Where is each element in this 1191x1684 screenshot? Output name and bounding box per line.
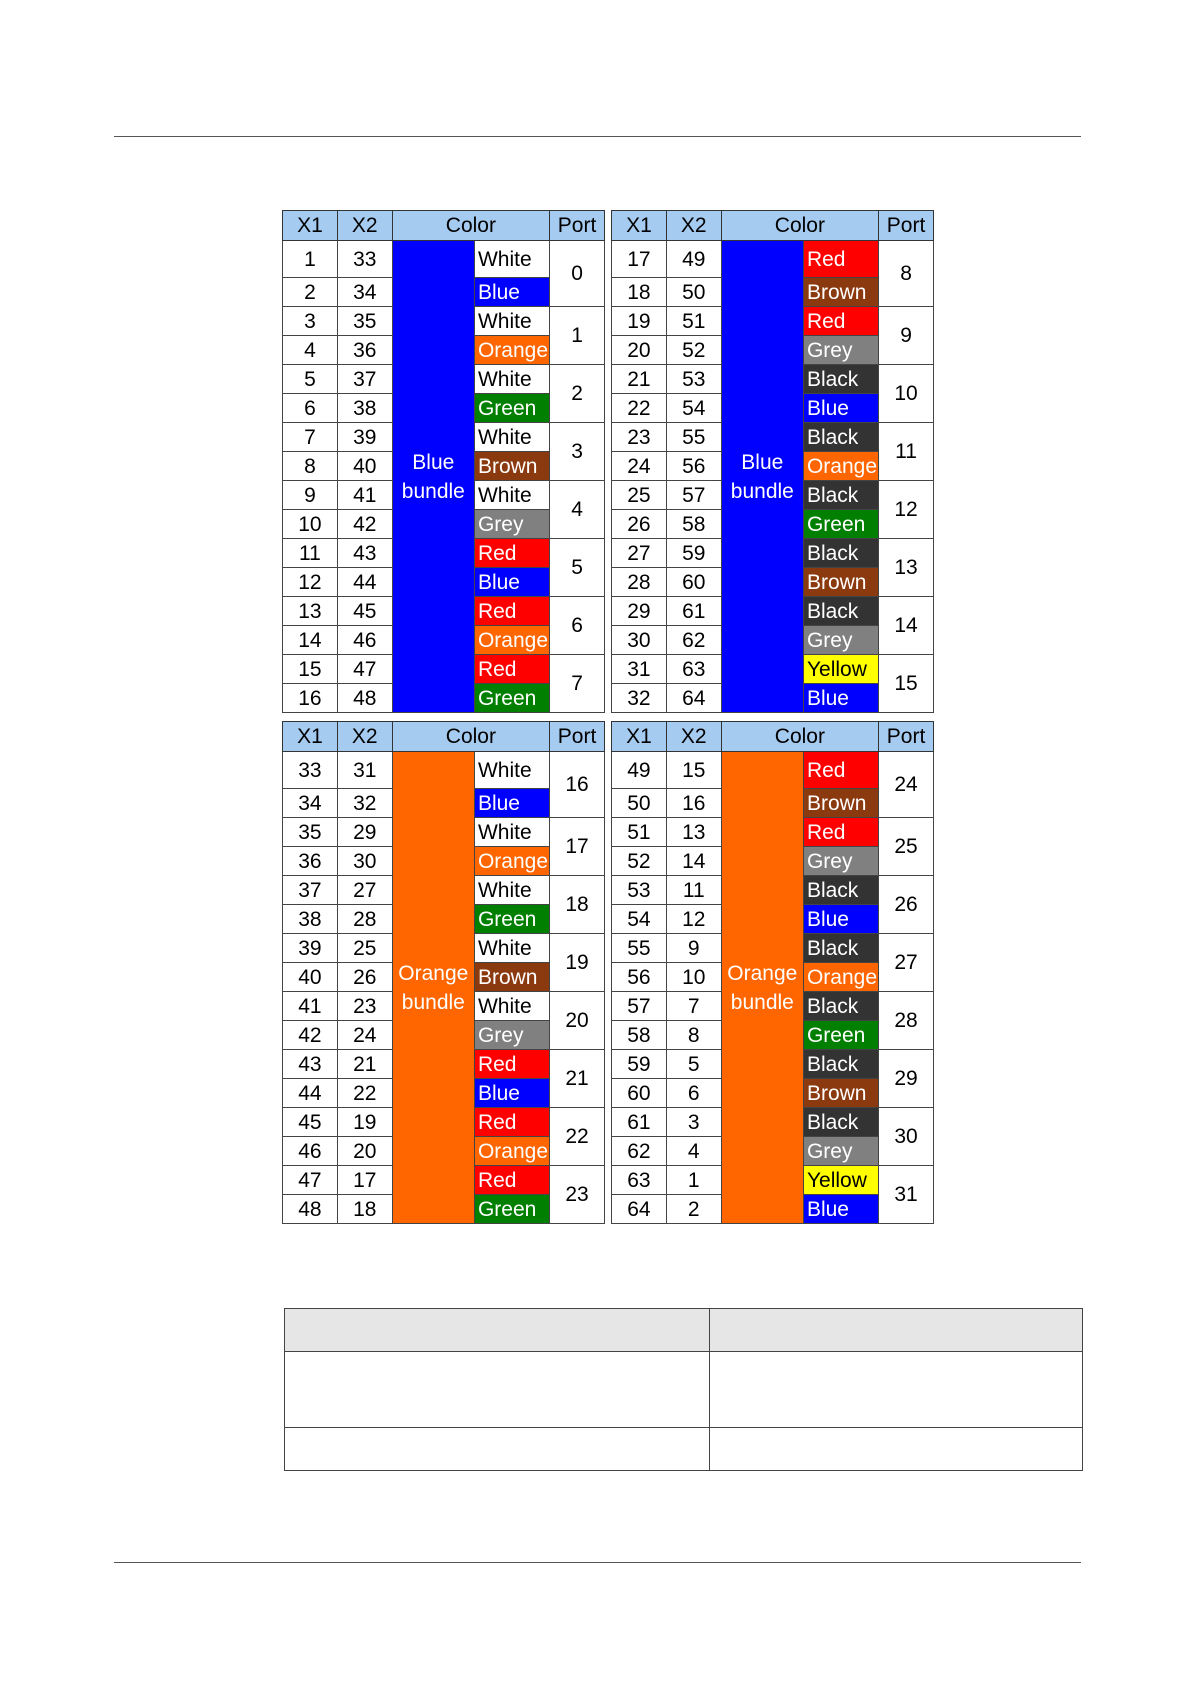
wire-color: White <box>474 365 549 394</box>
column-header-color: Color <box>721 211 878 241</box>
wire-color: Blue <box>474 278 549 307</box>
port-number: 13 <box>879 539 934 597</box>
wire-color: Blue <box>803 905 878 934</box>
x1-pin: 39 <box>283 934 338 963</box>
bundle-cell <box>392 752 474 1224</box>
wire-color: Brown <box>803 568 878 597</box>
wire-color: Black <box>803 992 878 1021</box>
x1-pin: 23 <box>612 423 667 452</box>
x1-pin: 50 <box>612 789 667 818</box>
bundle-label: bundle <box>730 990 794 1014</box>
wire-color: Red <box>474 1050 549 1079</box>
wire-color: Red <box>474 597 549 626</box>
x2-pin: 50 <box>666 278 721 307</box>
x2-pin: 60 <box>666 568 721 597</box>
wire-color: Black <box>803 481 878 510</box>
x2-pin: 29 <box>337 818 392 847</box>
column-header-x1: X1 <box>612 722 667 752</box>
x1-pin: 60 <box>612 1079 667 1108</box>
wire-color: Green <box>474 394 549 423</box>
bundle-label: bundle <box>401 990 465 1014</box>
x2-pin: 64 <box>666 684 721 713</box>
wire-color: White <box>474 876 549 905</box>
x1-pin: 26 <box>612 510 667 539</box>
x1-pin: 15 <box>283 655 338 684</box>
pinout-table-q3 <box>282 721 605 1224</box>
column-header-port: Port <box>550 722 605 752</box>
x2-pin: 16 <box>666 789 721 818</box>
x2-pin: 53 <box>666 365 721 394</box>
column-header-port: Port <box>550 211 605 241</box>
x2-pin: 5 <box>666 1050 721 1079</box>
x1-pin: 17 <box>612 241 667 278</box>
bundle-label: Blue <box>741 450 784 474</box>
x2-pin: 7 <box>666 992 721 1021</box>
column-header-color: Color <box>392 211 549 241</box>
port-number: 28 <box>879 992 934 1050</box>
wire-color: Green <box>474 905 549 934</box>
x2-pin: 55 <box>666 423 721 452</box>
wire-color: Black <box>803 597 878 626</box>
wire-color: White <box>474 818 549 847</box>
wire-color: Red <box>803 752 878 789</box>
port-number: 29 <box>879 1050 934 1108</box>
port-number: 25 <box>879 818 934 876</box>
x1-pin: 58 <box>612 1021 667 1050</box>
port-number: 10 <box>879 365 934 423</box>
wire-color: Brown <box>474 963 549 992</box>
wire-color: Red <box>474 1166 549 1195</box>
port-number: 21 <box>550 1050 605 1108</box>
x2-pin: 52 <box>666 336 721 365</box>
bundle-cell <box>721 241 803 713</box>
wire-color: Brown <box>803 1079 878 1108</box>
x2-pin: 36 <box>337 336 392 365</box>
x1-pin: 30 <box>612 626 667 655</box>
x2-pin: 27 <box>337 876 392 905</box>
x2-pin: 46 <box>337 626 392 655</box>
x1-pin: 48 <box>283 1195 338 1224</box>
port-number: 7 <box>550 655 605 713</box>
footer-rule <box>114 1562 1081 1563</box>
x1-pin: 16 <box>283 684 338 713</box>
wire-color: Green <box>803 1021 878 1050</box>
x1-pin: 21 <box>612 365 667 394</box>
x1-pin: 57 <box>612 992 667 1021</box>
x1-pin: 6 <box>283 394 338 423</box>
port-number: 16 <box>550 752 605 818</box>
x2-pin: 3 <box>666 1108 721 1137</box>
x2-pin: 61 <box>666 597 721 626</box>
pinout-grid <box>282 210 937 1223</box>
wire-color: Blue <box>803 394 878 423</box>
x1-pin: 33 <box>283 752 338 789</box>
wire-color: Black <box>803 365 878 394</box>
wire-color: Blue <box>803 684 878 713</box>
port-number: 17 <box>550 818 605 876</box>
x2-pin: 34 <box>337 278 392 307</box>
wire-color: Orange <box>474 336 549 365</box>
column-header-x2: X2 <box>337 211 392 241</box>
x1-pin: 10 <box>283 510 338 539</box>
x2-pin: 38 <box>337 394 392 423</box>
blank-table-cell <box>285 1352 710 1428</box>
x1-pin: 59 <box>612 1050 667 1079</box>
x1-pin: 36 <box>283 847 338 876</box>
table-row <box>612 752 934 789</box>
wire-color: Blue <box>474 789 549 818</box>
column-header-x1: X1 <box>612 211 667 241</box>
bundle-label: bundle <box>401 479 465 503</box>
x2-pin: 56 <box>666 452 721 481</box>
x1-pin: 4 <box>283 336 338 365</box>
x1-pin: 54 <box>612 905 667 934</box>
wire-color: Grey <box>803 626 878 655</box>
x2-pin: 19 <box>337 1108 392 1137</box>
x2-pin: 21 <box>337 1050 392 1079</box>
wire-color: White <box>474 423 549 452</box>
x1-pin: 43 <box>283 1050 338 1079</box>
wire-color: Green <box>474 1195 549 1224</box>
x1-pin: 27 <box>612 539 667 568</box>
pinout-table-q1 <box>282 210 605 713</box>
x2-pin: 58 <box>666 510 721 539</box>
x2-pin: 32 <box>337 789 392 818</box>
x2-pin: 1 <box>666 1166 721 1195</box>
x1-pin: 20 <box>612 336 667 365</box>
wire-color: Grey <box>474 510 549 539</box>
wire-color: Red <box>474 539 549 568</box>
column-header-x2: X2 <box>666 211 721 241</box>
x1-pin: 55 <box>612 934 667 963</box>
port-number: 4 <box>550 481 605 539</box>
x2-pin: 45 <box>337 597 392 626</box>
x1-pin: 52 <box>612 847 667 876</box>
x2-pin: 6 <box>666 1079 721 1108</box>
header-rule <box>114 136 1081 137</box>
column-header-color: Color <box>392 722 549 752</box>
x2-pin: 15 <box>666 752 721 789</box>
x1-pin: 64 <box>612 1195 667 1224</box>
port-number: 1 <box>550 307 605 365</box>
x2-pin: 42 <box>337 510 392 539</box>
x1-pin: 56 <box>612 963 667 992</box>
x2-pin: 12 <box>666 905 721 934</box>
x1-pin: 37 <box>283 876 338 905</box>
port-number: 0 <box>550 241 605 307</box>
wire-color: White <box>474 934 549 963</box>
blank-table-cell <box>710 1352 1083 1428</box>
wire-color: Brown <box>803 789 878 818</box>
x2-pin: 4 <box>666 1137 721 1166</box>
wire-color: Grey <box>474 1021 549 1050</box>
x2-pin: 28 <box>337 905 392 934</box>
x1-pin: 2 <box>283 278 338 307</box>
x1-pin: 9 <box>283 481 338 510</box>
port-number: 8 <box>879 241 934 307</box>
wire-color: Orange <box>474 1137 549 1166</box>
wire-color: Red <box>803 241 878 278</box>
x2-pin: 43 <box>337 539 392 568</box>
port-number: 27 <box>879 934 934 992</box>
x1-pin: 13 <box>283 597 338 626</box>
wire-color: Green <box>803 510 878 539</box>
wire-color: Orange <box>803 452 878 481</box>
x1-pin: 22 <box>612 394 667 423</box>
x2-pin: 23 <box>337 992 392 1021</box>
wire-color: Black <box>803 876 878 905</box>
x2-pin: 62 <box>666 626 721 655</box>
column-header-port: Port <box>879 211 934 241</box>
x1-pin: 34 <box>283 789 338 818</box>
x1-pin: 38 <box>283 905 338 934</box>
blank-table-header-1 <box>285 1309 710 1352</box>
x1-pin: 46 <box>283 1137 338 1166</box>
x2-pin: 24 <box>337 1021 392 1050</box>
wire-color: Black <box>803 539 878 568</box>
x2-pin: 33 <box>337 241 392 278</box>
x2-pin: 49 <box>666 241 721 278</box>
x1-pin: 53 <box>612 876 667 905</box>
x1-pin: 61 <box>612 1108 667 1137</box>
x2-pin: 20 <box>337 1137 392 1166</box>
bundle-cell <box>721 752 803 1224</box>
x1-pin: 14 <box>283 626 338 655</box>
bundle-cell <box>392 241 474 713</box>
wire-color: Blue <box>474 568 549 597</box>
wire-color: Yellow <box>803 655 878 684</box>
x2-pin: 44 <box>337 568 392 597</box>
x2-pin: 25 <box>337 934 392 963</box>
port-number: 22 <box>550 1108 605 1166</box>
x1-pin: 32 <box>612 684 667 713</box>
pinout-table-q4 <box>611 721 934 1224</box>
blank-table-cell <box>285 1428 710 1471</box>
port-number: 12 <box>879 481 934 539</box>
column-header-x2: X2 <box>337 722 392 752</box>
pinout-table-q2 <box>611 210 934 713</box>
wire-color: White <box>474 307 549 336</box>
x1-pin: 5 <box>283 365 338 394</box>
port-number: 20 <box>550 992 605 1050</box>
x2-pin: 63 <box>666 655 721 684</box>
x1-pin: 25 <box>612 481 667 510</box>
wire-color: Grey <box>803 1137 878 1166</box>
wire-color: Orange <box>474 626 549 655</box>
x2-pin: 26 <box>337 963 392 992</box>
port-number: 24 <box>879 752 934 818</box>
x2-pin: 41 <box>337 481 392 510</box>
wire-color: Green <box>474 684 549 713</box>
x1-pin: 35 <box>283 818 338 847</box>
x1-pin: 1 <box>283 241 338 278</box>
x2-pin: 35 <box>337 307 392 336</box>
x2-pin: 8 <box>666 1021 721 1050</box>
bundle-label: Orange <box>398 961 469 985</box>
x1-pin: 40 <box>283 963 338 992</box>
port-number: 3 <box>550 423 605 481</box>
x2-pin: 17 <box>337 1166 392 1195</box>
wire-color: Black <box>803 1108 878 1137</box>
x1-pin: 7 <box>283 423 338 452</box>
wire-color: White <box>474 481 549 510</box>
port-number: 26 <box>879 876 934 934</box>
column-header-port: Port <box>879 722 934 752</box>
wire-color: White <box>474 752 549 789</box>
x2-pin: 31 <box>337 752 392 789</box>
x2-pin: 39 <box>337 423 392 452</box>
x1-pin: 31 <box>612 655 667 684</box>
column-header-x2: X2 <box>666 722 721 752</box>
x1-pin: 51 <box>612 818 667 847</box>
wire-color: Brown <box>803 278 878 307</box>
port-number: 5 <box>550 539 605 597</box>
wire-color: White <box>474 992 549 1021</box>
wire-color: Black <box>803 423 878 452</box>
table-row <box>612 241 934 278</box>
wire-color: Red <box>803 307 878 336</box>
wire-color: Brown <box>474 452 549 481</box>
x1-pin: 41 <box>283 992 338 1021</box>
x2-pin: 40 <box>337 452 392 481</box>
x1-pin: 11 <box>283 539 338 568</box>
port-number: 9 <box>879 307 934 365</box>
x1-pin: 49 <box>612 752 667 789</box>
bundle-label: bundle <box>730 479 794 503</box>
blank-table-header-2 <box>710 1309 1083 1352</box>
x1-pin: 42 <box>283 1021 338 1050</box>
bundle-label: Orange <box>727 961 798 985</box>
port-number: 15 <box>879 655 934 713</box>
port-number: 14 <box>879 597 934 655</box>
x2-pin: 10 <box>666 963 721 992</box>
column-header-x1: X1 <box>283 211 338 241</box>
wire-color: Grey <box>803 336 878 365</box>
port-number: 31 <box>879 1166 934 1224</box>
column-header-color: Color <box>721 722 878 752</box>
port-number: 11 <box>879 423 934 481</box>
x2-pin: 2 <box>666 1195 721 1224</box>
x1-pin: 19 <box>612 307 667 336</box>
port-number: 23 <box>550 1166 605 1224</box>
x1-pin: 8 <box>283 452 338 481</box>
x1-pin: 24 <box>612 452 667 481</box>
table-row <box>283 752 605 789</box>
wire-color: Blue <box>474 1079 549 1108</box>
x1-pin: 29 <box>612 597 667 626</box>
wire-color: Orange <box>474 847 549 876</box>
x1-pin: 44 <box>283 1079 338 1108</box>
wire-color: White <box>474 241 549 278</box>
wire-color: Blue <box>803 1195 878 1224</box>
wire-color: Black <box>803 934 878 963</box>
x1-pin: 47 <box>283 1166 338 1195</box>
x2-pin: 48 <box>337 684 392 713</box>
x1-pin: 12 <box>283 568 338 597</box>
x2-pin: 51 <box>666 307 721 336</box>
port-number: 18 <box>550 876 605 934</box>
wire-color: Red <box>474 1108 549 1137</box>
bundle-label: Blue <box>412 450 455 474</box>
blank-info-table <box>284 1308 1083 1471</box>
x1-pin: 3 <box>283 307 338 336</box>
x1-pin: 63 <box>612 1166 667 1195</box>
port-number: 6 <box>550 597 605 655</box>
port-number: 2 <box>550 365 605 423</box>
wire-color: Red <box>803 818 878 847</box>
x2-pin: 11 <box>666 876 721 905</box>
wire-color: Orange <box>803 963 878 992</box>
x2-pin: 18 <box>337 1195 392 1224</box>
wire-color: Red <box>474 655 549 684</box>
port-number: 30 <box>879 1108 934 1166</box>
wire-color: Grey <box>803 847 878 876</box>
x1-pin: 62 <box>612 1137 667 1166</box>
blank-table-cell <box>710 1428 1083 1471</box>
x1-pin: 18 <box>612 278 667 307</box>
x2-pin: 59 <box>666 539 721 568</box>
x2-pin: 13 <box>666 818 721 847</box>
x2-pin: 54 <box>666 394 721 423</box>
x1-pin: 28 <box>612 568 667 597</box>
port-number: 19 <box>550 934 605 992</box>
wire-color: Yellow <box>803 1166 878 1195</box>
x2-pin: 9 <box>666 934 721 963</box>
x2-pin: 57 <box>666 481 721 510</box>
x2-pin: 30 <box>337 847 392 876</box>
x2-pin: 47 <box>337 655 392 684</box>
x2-pin: 14 <box>666 847 721 876</box>
column-header-x1: X1 <box>283 722 338 752</box>
x2-pin: 22 <box>337 1079 392 1108</box>
x2-pin: 37 <box>337 365 392 394</box>
x1-pin: 45 <box>283 1108 338 1137</box>
wire-color: Black <box>803 1050 878 1079</box>
table-row <box>283 241 605 278</box>
